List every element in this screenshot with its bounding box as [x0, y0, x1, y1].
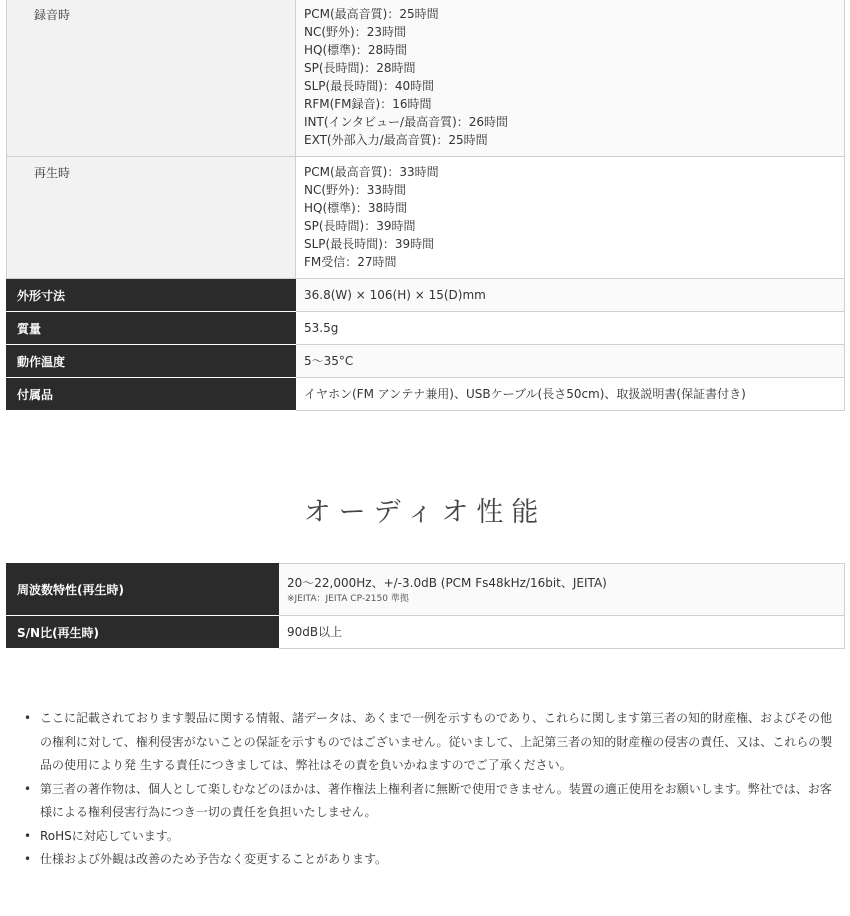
temperature-value: 5～35°C [296, 345, 845, 378]
snr-label: S/N比(再生時) [7, 616, 279, 649]
recording-line: EXT(外部入力/最高音質)：25時間 [304, 133, 488, 147]
spec-row-frequency [7, 564, 845, 616]
frequency-note: ※JEITA：JEITA CP-2150 準拠 [287, 593, 409, 604]
recording-line: SP(長時間)：28時間 [304, 61, 416, 75]
recording-line: SLP(最長時間)：40時間 [304, 79, 435, 93]
note-text: 仕様および外観は改善のため予告なく変更することがあります。 [40, 852, 388, 866]
dimensions-label: 外形寸法 [7, 279, 296, 312]
note-text: ここに記載されております製品に関する情報、諸データは、あくまで一例を示すものであり、これらに関します第三者の知的財産権、およびその他の権利に対して、権利侵害がないことの保証を示すものではございません。従いまして、上記第三者の知的財産権の侵害の責任、又は、これらの製品の使用により発 生する責任につきましては、弊社はその責を負いかねますのでご了承ください。 [40, 711, 833, 772]
list-item [22, 825, 842, 849]
dimensions-value: 36.8(W) × 106(H) × 15(D)mm [296, 279, 845, 312]
weight-value: 53.5g [296, 312, 845, 345]
recording-label: 録音時 [7, 0, 296, 157]
spec-row-snr [7, 616, 845, 649]
bullet-icon: • [24, 711, 32, 725]
frequency-value: 20～22,000Hz、+/-3.0dB (PCM Fs48kHz/16bit、JEITA) [287, 575, 607, 590]
list-item [22, 707, 842, 778]
recording-line: PCM(最高音質)：25時間 [304, 7, 439, 21]
bullet-icon: • [24, 828, 32, 843]
accessories-label: 付属品 [7, 378, 296, 411]
spec-row-temperature [7, 345, 845, 378]
recording-line: HQ(標準)：28時間 [304, 43, 408, 57]
playback-line: HQ(標準)：38時間 [304, 201, 408, 215]
spec-row-playback [7, 157, 845, 279]
weight-label: 質量 [7, 312, 296, 345]
snr-value: 90dB以上 [279, 616, 845, 649]
recording-line: INT(インタビュー/最高音質)：26時間 [304, 115, 509, 129]
frequency-value-cell [279, 564, 845, 616]
temperature-label: 動作温度 [7, 345, 296, 378]
spec-table [6, 0, 845, 411]
bullet-icon: • [24, 852, 32, 866]
list-item [22, 848, 842, 872]
recording-line: NC(野外)：23時間 [304, 25, 406, 39]
playback-label: 再生時 [7, 157, 296, 279]
accessories-value: イヤホン(FM アンテナ兼用)、USBケーブル(長さ50cm)、取扱説明書(保証書付き) [296, 378, 845, 411]
playback-line: SP(長時間)：39時間 [304, 219, 416, 233]
spec-row-accessories [7, 378, 845, 411]
recording-values [296, 0, 845, 157]
audio-performance-heading: オーディオ性能 [303, 497, 547, 528]
playback-line: FM受信：27時間 [304, 255, 397, 269]
list-item [22, 778, 842, 825]
bullet-icon: • [24, 781, 32, 796]
playback-values [296, 157, 845, 279]
spec-row-weight [7, 312, 845, 345]
notes-list [22, 707, 842, 872]
spec-row-dimensions [7, 279, 845, 312]
playback-line: SLP(最長時間)：39時間 [304, 237, 435, 251]
recording-line: RFM(FM録音)：16時間 [304, 97, 432, 111]
audio-spec-table [6, 563, 845, 649]
spec-row-recording [7, 0, 845, 157]
note-text: RoHSに対応しています。 [40, 828, 179, 843]
note-text: 第三者の著作物は、個人として楽しむなどのほかは、著作権法上権利者に無断で使用できません。装置の適正使用をお願いします。弊社では、お客様による権利侵害行為につき一切の責任を負担いたしません。 [40, 781, 832, 819]
playback-line: PCM(最高音質)：33時間 [304, 165, 439, 179]
frequency-label: 周波数特性(再生時) [7, 564, 279, 616]
playback-line: NC(野外)：33時間 [304, 183, 406, 197]
